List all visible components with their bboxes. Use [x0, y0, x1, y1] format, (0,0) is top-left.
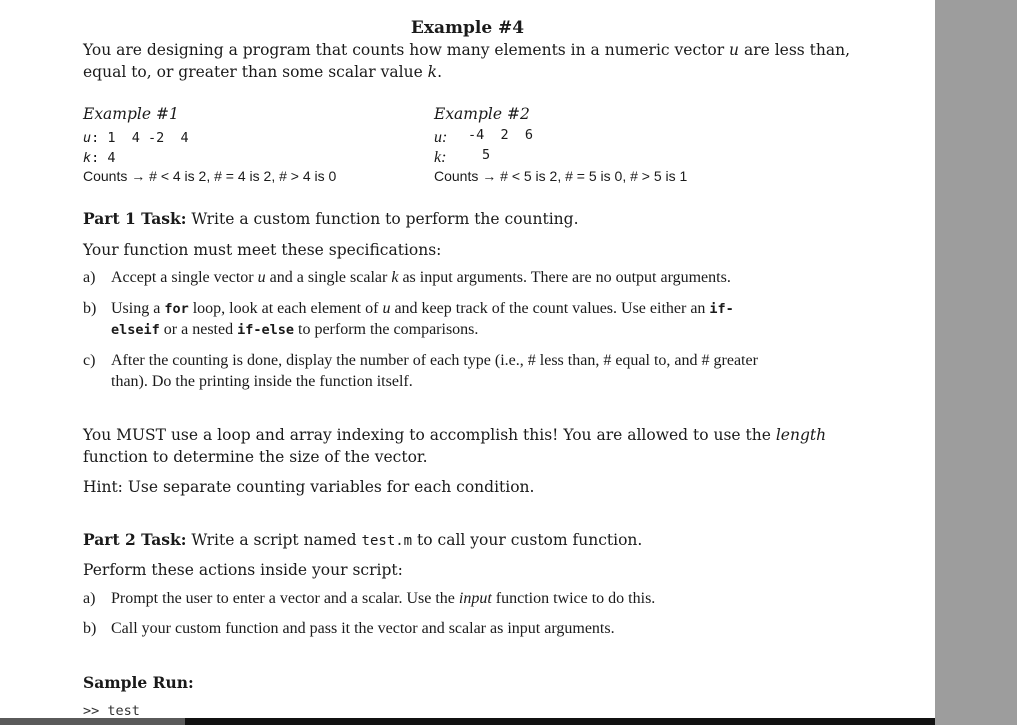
- arrow-icon: →: [482, 168, 497, 184]
- viewer-background: [935, 0, 1017, 725]
- example1-heading: Example #1: [83, 105, 179, 123]
- part1-item-b: b) Using a for loop, look at each element of u and keep track of the count values. Use either an if-: [83, 300, 734, 317]
- bottom-scrollbar[interactable]: [0, 718, 935, 725]
- page-title: Example #4: [410, 18, 525, 38]
- intro-line-2: equal to, or greater than some scalar value k.: [83, 63, 443, 81]
- part2-actions-intro: Perform these actions inside your script:: [83, 561, 403, 579]
- arrow-icon: →: [131, 168, 146, 184]
- example2-u-row: u: -4 2 6: [434, 127, 534, 146]
- example1-counts: Counts → # < 4 is 2, # = 4 is 2, # > 4 is 0: [83, 168, 337, 184]
- part2-item-b: b) Call your custom function and pass it the vector and scalar as input arguments.: [83, 620, 615, 637]
- example2-heading: Example #2: [434, 105, 530, 123]
- hint-text: Hint: Use separate counting variables for each condition.: [83, 478, 535, 496]
- example2-counts: Counts → # < 5 is 2, # = 5 is 0, # > 5 is 1: [434, 168, 688, 184]
- part2-item-a: a) Prompt the user to enter a vector and a scalar. Use the input function twice to do this.: [83, 590, 656, 607]
- intro-line-1: You are designing a program that counts how many elements in a numeric vector u are less than,: [83, 41, 851, 59]
- part1-item-c-line2: than). Do the printing inside the function itself.: [111, 373, 413, 390]
- example1-k-row: k: 4: [83, 150, 116, 166]
- part2-heading: Part 2 Task: Write a script named test.m to call your custom function.: [83, 530, 643, 549]
- sample-run-heading: Sample Run:: [83, 673, 194, 692]
- part1-heading: Part 1 Task: Write a custom function to perform the counting.: [83, 209, 579, 228]
- part1-item-c: c) After the counting is done, display the number of each type (i.e., # less than, # equal to, and # greater: [83, 352, 758, 369]
- part1-specs-intro: Your function must meet these specifications:: [83, 241, 442, 259]
- part1-item-a: a) Accept a single vector u and a single scalar k as input arguments. There are no output arguments.: [83, 269, 731, 286]
- script-filename: test.m: [361, 533, 413, 549]
- must-line-2: function to determine the size of the vector.: [83, 448, 428, 466]
- example2-k-row: k: 5: [434, 147, 491, 166]
- example1-u-row: u: 1 4 -2 4: [83, 130, 189, 146]
- part1-item-b-line2: elseif or a nested if-else to perform the comparisons.: [111, 321, 479, 338]
- scrollbar-thumb[interactable]: [185, 718, 935, 725]
- sample-run-prompt: >> test: [83, 703, 140, 718]
- must-line-1: You MUST use a loop and array indexing to accomplish this! You are allowed to use the length: [83, 426, 827, 444]
